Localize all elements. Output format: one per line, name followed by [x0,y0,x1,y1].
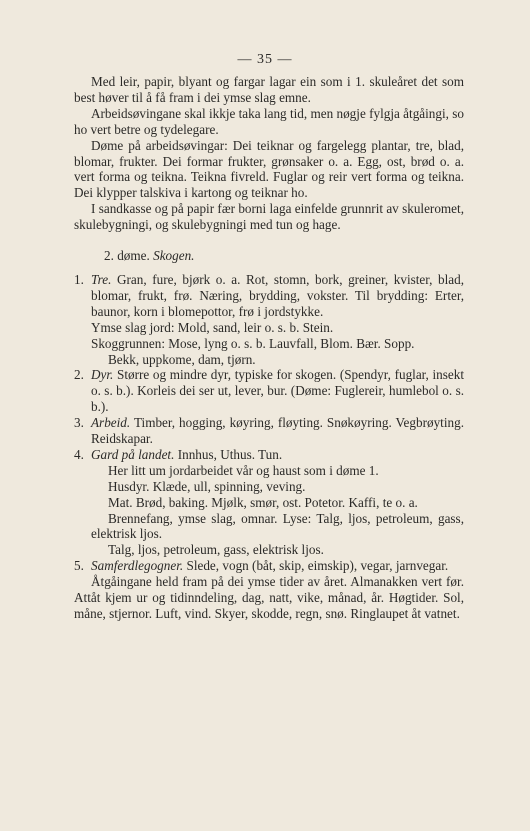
topic-line [91,320,464,336]
topic-number: 3. [74,415,84,431]
topic-item [74,558,464,574]
topic-line [91,415,464,447]
topic-line [91,336,464,352]
topic-number: 2. [74,367,84,383]
topic-title: Gard på landet. [91,446,175,462]
topic-line [91,367,464,415]
topic-line [91,352,464,368]
topic-title: Samferdlegogner. [91,558,184,574]
topic-line [91,479,464,495]
topic-line [91,558,464,574]
topic-line [91,495,464,511]
topic-line-text: Gran, fure, bjørk o. a. Rot, stomn, bork, greiner, kvister, blad, blomar, frukt, frø. Næring, brydding, vokster. Til brydding: Erter, baunor, korn i blomepottor, frø i jordstykke. [91,271,465,319]
topic-item [74,447,464,558]
topic-line [91,272,464,320]
topic-number: 4. [74,446,84,462]
topic-line-text: Større og mindre dyr, typiske for skogen. (Spendyr, fuglar, insekt o. s. b.). Korleis dei ser ut, lever, bur. (Døme: Fuglereir, humlebol o. s. b.). [91,367,464,415]
topic-line-text: Timber, hogging, køyring, fløyting. Snøkøyring. Vegbrøyting. Reidskapar. [91,415,464,447]
intro-paragraph-4: I sandkasse og på papir fær borni laga einfelde grunnrit av skuleromet, skulebygningi, og skulebygningi med tun og hage. [74,201,464,233]
topic-line [91,511,464,543]
topic-list [74,272,464,574]
topic-line-text: Skoggrunnen: Mose, lyng o. s. b. Lauvfall, Blom. Bær. Sopp. [91,335,415,351]
section-heading [104,248,464,264]
topic-line-text: Husdyr. Klæde, ull, spinning, veving. [108,478,306,494]
topic-line-text: Brennefang, ymse slag, omnar. Lyse: Talg, ljos, petroleum, gass, elektrisk ljos. [91,510,464,542]
topic-title: Tre. [91,271,112,287]
topic-line [91,447,464,463]
page-number: — 35 — [237,52,293,67]
topic-title: Dyr. [91,367,114,383]
intro-paragraph-1: Med leir, papir, blyant og fargar lagar ein som i 1. skuleåret det som best høver til å få fram i dei ymse slag emne. [74,74,464,105]
topic-number: 1. [74,271,84,287]
section-prefix: 2. døme. [104,248,150,264]
page-body [74,74,464,622]
topic-line-text: Her litt um jordarbeidet vår og haust som i døme 1. [108,462,379,478]
topic-line [91,542,464,558]
topic-line-text: Ymse slag jord: Mold, sand, leir o. s. b. Stein. [91,319,334,335]
topic-line-text: Slede, vogn (båt, skip, eimskip), vegar, jarnvegar. [186,558,449,574]
intro-paragraph-3: Døme på arbeidsøvingar: Dei teiknar og fargelegg plantar, tre, blad, blomar, frukter. Dei formar frukter, grønsaker o. a. Egg, ost, brød o. a. vert forma og teikna. Teikna fivreld. Fuglar og reir vert forma og teikna. Dei klypper talskiva i kartong og teiknar ho. [74,137,464,201]
intro-paragraph-2: Arbeidsøvingane skal ikkje taka lang tid, men nøgje fylgja åtgåingi, so ho vert betre og tydelegare. [74,105,464,137]
topic-item [74,415,464,447]
topic-number: 5. [74,558,84,574]
topic-line-text: Mat. Brød, baking. Mjølk, smør, ost. Potetor. Kaffi, te o. a. [108,494,418,510]
topic-item [74,272,464,367]
topic-line-text: Talg, ljos, petroleum, gass, elektrisk ljos. [108,542,324,558]
topic-title: Arbeid. [91,415,131,431]
topic-item [74,367,464,415]
topic-line-text: Innhus, Uthus. Tun. [177,446,283,462]
closing-paragraph: Åtgåingane held fram på dei ymse tider av året. Almanakken vert før. Attåt kjem ur og tidinndeling, dag, natt, vike, månad, år. Høgtider. Sol, måne, stjernor. Luft, vind. Skyer, skodde, regn, snø. Ringlaupet åt vatnet. [74,574,464,621]
topic-line [91,463,464,479]
section-title: Skogen. [153,248,195,264]
topic-line-text: Bekk, uppkome, dam, tjørn. [108,351,256,367]
